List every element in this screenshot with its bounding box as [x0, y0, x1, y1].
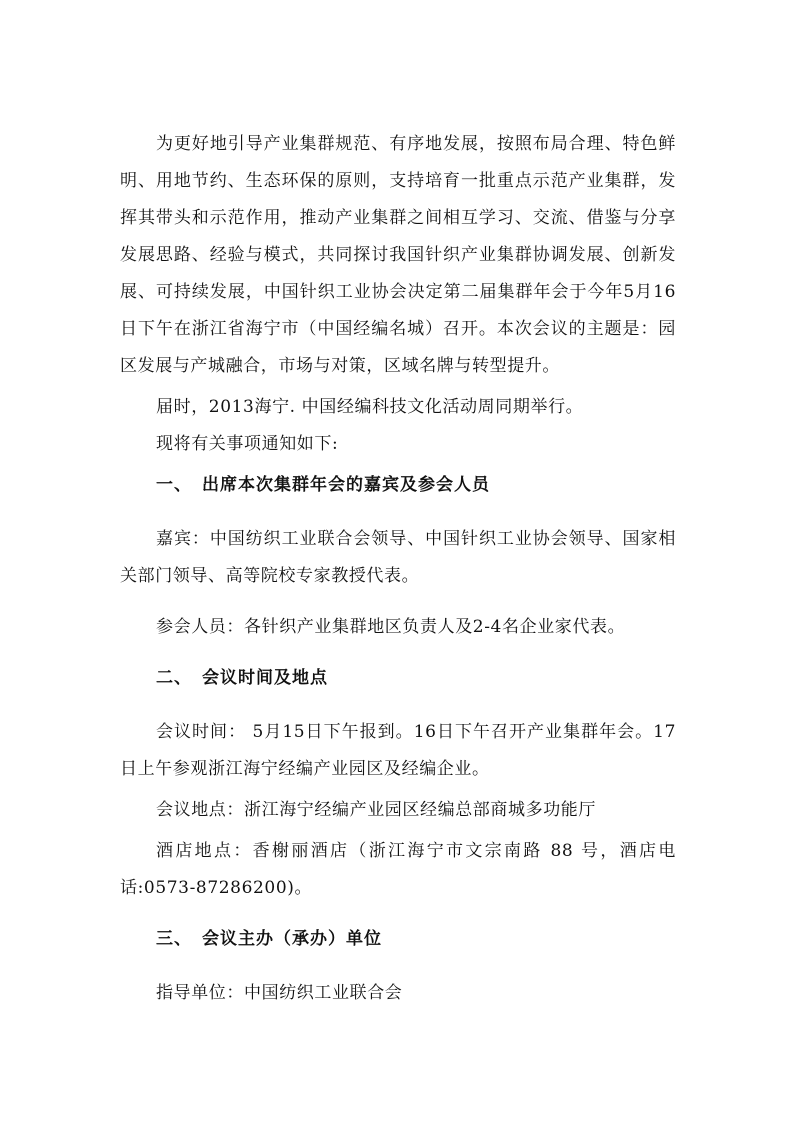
section-title: 会议时间及地点 — [202, 668, 328, 688]
document-page — [120, 126, 676, 1012]
hotel-paragraph: 酒店地点：香榭丽酒店（浙江海宁市文宗南路 88 号，酒店电话:0573-87286200)。 — [120, 841, 676, 898]
guiding-unit-paragraph: 指导单位：中国纺织工业联合会 — [156, 983, 403, 1003]
section-heading-2 — [120, 660, 676, 697]
section-heading-3 — [120, 921, 676, 958]
guests-paragraph: 嘉宾：中国纺织工业联合会领导、中国针织工业协会领导、国家相关部门领导、高等院校专家教授代表。 — [120, 529, 676, 586]
attendees-paragraph: 参会人员：各针织产业集群地区负责人及2-4名企业家代表。 — [156, 617, 626, 637]
concurrent-event-paragraph: 届时，2013海宁. 中国经编科技文化活动周同期举行。 — [156, 397, 584, 417]
section-number: 三、 — [156, 929, 192, 949]
section-heading-1 — [120, 467, 676, 504]
meeting-time-paragraph: 会议时间： 5月15日下午报到。16日下午召开产业集群年会。17日上午参观浙江海宁经编产业园区及经编企业。 — [120, 722, 676, 779]
notice-line: 现将有关事项通知如下: — [156, 434, 339, 454]
section-title: 出席本次集群年会的嘉宾及参会人员 — [202, 475, 490, 495]
section-number: 一、 — [156, 475, 192, 495]
meeting-venue-paragraph: 会议地点：浙江海宁经编产业园区经编总部商城多功能厅 — [156, 800, 596, 820]
intro-paragraph: 为更好地引导产业集群规范、有序地发展，按照布局合理、特色鲜明、用地节约、生态环保的原则，支持培育一批重点示范产业集群，发挥其带头和示范作用，推动产业集群之间相互学习、交流、借鉴与分享发展思路、经验与模式，共同探讨我国针织产业集群协调发展、创新发展、可持续发展，中国针织工业协会决定第二届集群年会于今年5月16日下午在浙江省海宁市（中国经编名城）召开。本次会议的主题是：园区发展与产城融合，市场与对策，区域名牌与转型提升。 — [120, 134, 676, 376]
section-number: 二、 — [156, 668, 192, 688]
section-title: 会议主办（承办）单位 — [202, 929, 382, 949]
